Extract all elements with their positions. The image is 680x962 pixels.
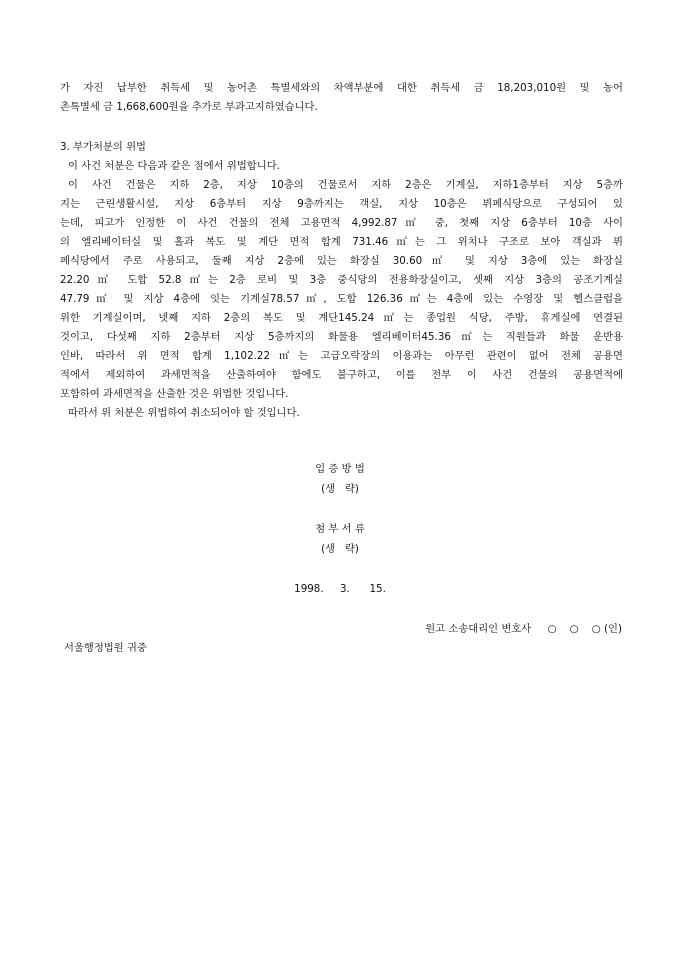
body-line-1: 이 사건 건물은 지하 2층, 지상 10층의 건물로서 지하 2층은 기계실, 지하1층부터 지상 5층까 (68, 179, 623, 191)
body-line-12: 포함하여 과세면적을 산출한 것은 위법한 것입니다. (60, 388, 289, 400)
intro-line-2: 촌특별세 금 1,668,600원을 추가로 부과고지하였습니다. (60, 101, 318, 113)
attachments-title: 첨 부 서 류 (315, 523, 365, 535)
proof-title: 입 증 방 법 (315, 463, 365, 475)
section-3-conclusion: 따라서 위 처분은 위법하여 취소되어야 할 것입니다. (68, 407, 300, 419)
body-line-10: 인바, 따라서 위 면적 합계 1,102.22㎡는 고급오락장의 이용과는 아무런 관련이 없어 전체 공용면 (60, 350, 623, 362)
body-line-2: 지는 근린생활시설, 지상 6층부터 지상 9층까지는 객실, 지상 10층은 뷔페식당으로 구성되어 있 (60, 198, 623, 210)
intro-line-1: 가 자진 납부한 취득세 및 농어촌 특별세와의 차액부분에 대한 취득세 금 18,203,010원 및 농어 (60, 82, 623, 94)
body-line-11: 적에서 제외하여 과세면적을 산출하여야 함에도 불구하고, 이를 전부 이 사건 건물의 공용면적에 (60, 369, 623, 381)
section-3-subheading: 이 사건 처분은 다음과 같은 점에서 위법합니다. (68, 160, 280, 172)
intro-paragraph (60, 79, 623, 117)
body-line-7: 47.79㎡ 및 지상 4층에 잇는 기계실78.57㎡, 도합 126.36㎡는 4층에 있는 수영장 및 헬스클럽을 (60, 293, 623, 305)
body-line-5: 페식당에서 주로 사용되고, 둘째 지상 2층에 있는 화장실 30.60㎡ 및 지상 3층에 있는 화장실 (60, 255, 623, 267)
section-3-heading: 3. 부가처분의 위법 (60, 141, 146, 153)
body-line-4: 의 엘리베이터실 및 홀과 복도 및 계단 면적 합계 731.46㎡는 그 위치나 구조로 보아 객실과 뷔 (60, 236, 623, 248)
proof-note: (생 략) (321, 483, 359, 495)
body-line-6: 22.20㎡ 도합 52.8㎡는 2층 로비 및 3층 중식당의 전용화장실이고, 셋째 지상 3층의 공조기계실 (60, 274, 623, 286)
body-line-3: 는데, 피고가 인정한 이 사건 건물의 전체 고용면적 4,992.87㎡ 중, 첫째 지상 6층부터 10층 사이 (60, 217, 623, 229)
body-line-9: 것이고, 다섯째 지하 2층부터 지상 5층까지의 화물용 엘리베이터45.36㎡는 직원들과 화물 운반용 (60, 331, 623, 343)
signature-line: 원고 소송대리인 변호사 ○ ○ ○ (인) (425, 623, 622, 635)
court-addressee: 서울행정법원 귀중 (64, 642, 147, 654)
document-date: 1998. 3. 15. (294, 583, 386, 595)
section-3 (60, 138, 623, 423)
body-line-8: 위한 기계실이며, 넷째 지하 2층의 복도 및 계단145.24㎡는 종업원 식당, 주방, 휴게실에 연결된 (60, 312, 623, 324)
attachments-note: (생 략) (321, 543, 359, 555)
